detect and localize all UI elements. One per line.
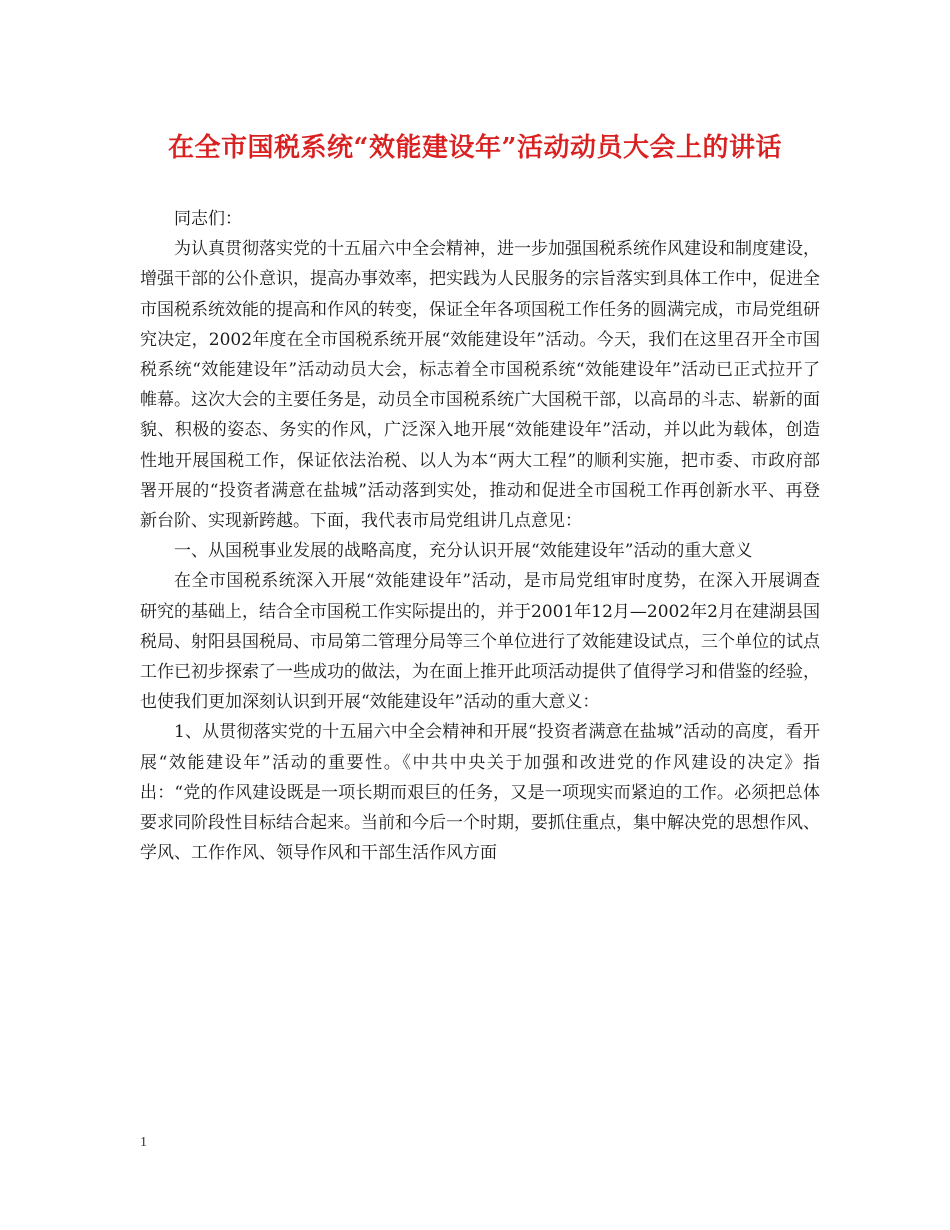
body-paragraph: 1、从贯彻落实党的十五届六中全会精神和开展“投资者满意在盐城”活动的高度，看开展“效能建设年”活动的重要性。《中共中央关于加强和改进党的作风建设的决定》指出：“党的作风建设既是一项长期而艰巨的任务，又是一项现实而紧迫的工作。必须把总体要求同阶段性目标结合起来。当前和今后一个时期，要抓住重点，集中解决党的思想作风、学风、工作作风、领导作风和干部生活作风方面 (140, 722, 820, 864)
document-title: 在全市国税系统“效能建设年”活动动员大会上的讲话 (168, 133, 782, 163)
page-number: 1 (140, 1135, 147, 1150)
section-heading-1: 一、从国税事业发展的战略高度，充分认识开展“效能建设年”活动的重大意义 (174, 541, 753, 562)
body-paragraph: 在全市国税系统深入开展“效能建设年”活动，是市局党组审时度势，在深入开展调查研究的基础上，结合全市国税工作实际提出的，并于2001年12月—2002年2月在建湖县国税局、射阳县国税局、市局第二管理分局等三个单位进行了效能建设试点，三个单位的试点工作已初步探索了一些成功的做法，为在面上推开此项活动提供了值得学习和借鉴的经验，也使我们更加深刻认识到开展“效能建设年”活动的重大意义： (140, 571, 820, 713)
salutation-paragraph: 同志们： (174, 209, 242, 229)
intro-paragraph: 为认真贯彻落实党的十五届六中全会精神，进一步加强国税系统作风建设和制度建设，增强干部的公仆意识，提高办事效率，把实践为人民服务的宗旨落实到具体工作中，促进全市国税系统效能的提高和作风的转变，保证全年各项国税工作任务的圆满完成，市局党组研究决定，2002年度在全市国税系统开展“效能建设年”活动。今天，我们在这里召开全市国税系统“效能建设年”活动动员大会，标志着全市国税系统“效能建设年”活动已正式拉开了帷幕。这次大会的主要任务是，动员全市国税系统广大国税干部，以高昂的斗志、崭新的面貌、积极的姿态、务实的作风，广泛深入地开展“效能建设年”活动，并以此为载体，创造性地开展国税工作，保证依法治税、以人为本“两大工程”的顺利实施，把市委、市政府部署开展的“投资者满意在盐城”活动落到实处，推动和促进全市国税工作再创新水平、再登新台阶、实现新跨越。下面，我代表市局党组讲几点意见： (140, 239, 820, 532)
document-body (140, 204, 820, 868)
